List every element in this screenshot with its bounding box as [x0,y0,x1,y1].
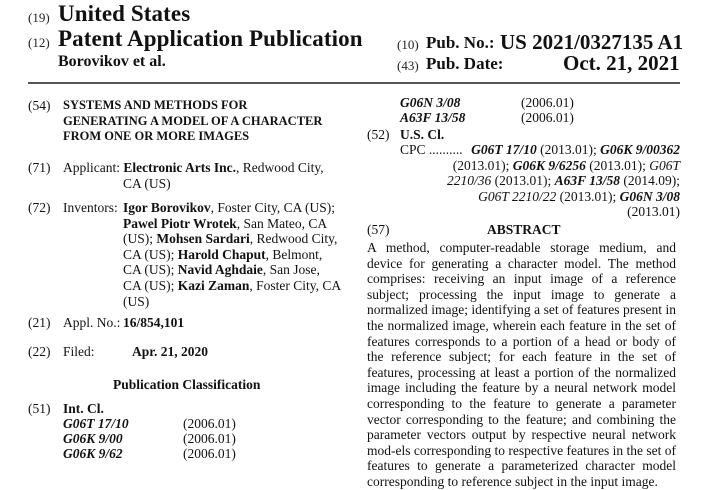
title-line: FROM ONE OR MORE IMAGES [63,129,250,144]
country-code: (19) [28,10,50,25]
int-cl-class: A63F 13/58 [400,110,466,125]
inventor-line-run: , Foster City, CA [249,277,342,293]
publication-type: Patent Application Publication [58,26,363,51]
authors: Borovikov et al. [58,53,166,70]
inventor-line-run: Navid Aghdaie [177,262,263,278]
filed-label: Filed: [63,344,95,359]
inventor-line-run: , San Mateo, CA [236,215,328,231]
cpc-line-run: (2013.01); [536,142,601,157]
int-cl-code: (51) [28,401,51,416]
pub-date-code: (43) [397,58,419,73]
title-code: (54) [28,98,51,113]
pub-date: Oct. 21, 2021 [563,51,680,75]
int-cl-version: (2006.01) [183,446,236,461]
inventor-line-run: Pawel Piotr Wrotek [123,215,237,231]
cpc-line-run: A63F 13/58 [554,173,620,189]
int-cl-label: Int. Cl. [63,401,104,416]
cpc-line-run: G06T [649,157,680,173]
cpc-line-run: G06K 9/6256 [512,157,586,173]
inventors-label: Inventors: [63,200,118,215]
cpc-line-run: (2013.01); [452,157,513,173]
applicant-location: , Redwood City, [235,160,324,175]
abstract-heading: ABSTRACT [487,222,561,237]
cpc-line-run: (2013.01); [556,188,620,204]
applicant-code: (71) [28,160,51,175]
filed-code: (22) [28,344,51,359]
cpc-line-run: G06T 17/10 [471,142,537,157]
applicant [63,160,324,176]
int-cl-version: (2006.01) [521,110,574,125]
title-line: GENERATING A MODEL OF A CHARACTER [63,113,323,128]
inventor-line-run: CA (US); [123,277,178,293]
cpc-line [447,189,680,205]
inventor-line [123,216,341,232]
applicant-location-2: CA (US) [123,176,171,191]
inventor-line-run: Kazi Zaman [177,277,250,293]
inventor-line-run: Mohsen Sardari [156,231,250,247]
cpc-line-run: (2014.09); [620,173,680,189]
inventor-line [123,231,341,247]
inventor-line-run: , San Jose, [262,262,320,278]
cpc-line-run: G06K 9/00362 [600,142,680,157]
inventors-code: (72) [28,200,51,215]
int-cl-class: G06T 17/10 [63,416,129,431]
invention-title [63,98,322,145]
cpc-line [447,142,680,158]
cpc-line [447,173,680,189]
inventor-line [123,278,341,294]
inventor-line-run: Harold Chaput [177,246,266,262]
int-cl-version: (2006.01) [521,95,574,110]
cpc-line-run: (2013.01); [491,173,555,189]
cpc-line-run: G06N 3/08 [619,188,680,204]
applicant-label: Applicant: [63,160,120,175]
applicant-name: Electronic Arts Inc. [123,160,236,175]
inventor-line-run: , Belmont, [265,246,323,262]
cpc-line [447,158,680,174]
appl-no: 16/854,101 [123,315,185,330]
us-cl-label: U.S. Cl. [400,127,445,142]
country: United States [58,1,191,26]
inventor-line [123,294,341,310]
inventor-line-run: (US); [123,231,157,247]
inventor-line [123,262,341,278]
pub-no-label: Pub. No.: [426,33,495,52]
inventor-line-run: CA (US); [123,246,178,262]
cpc-line-run: (2013.01); [585,157,650,173]
inventors-list [123,200,341,309]
inventor-line [123,247,341,263]
int-cl-class: G06K 9/00 [63,431,123,446]
int-cl-version: (2006.01) [183,431,236,446]
us-cl-code: (52) [367,127,390,142]
header-divider [28,82,680,84]
cpc-classes [447,142,680,220]
pub-no-code: (10) [397,37,419,52]
title-line: SYSTEMS AND METHODS FOR [63,98,248,112]
inventor-line [123,200,341,216]
int-cl-class: G06N 3/08 [400,95,461,110]
inventor-line-run: , Foster City, CA (US); [210,200,336,215]
inventor-line-run: (US) [123,293,150,309]
inventor-line-run: , Redwood City, [249,231,338,247]
int-cl-class: G06K 9/62 [63,446,123,461]
cpc-line-run: (2013.01) [627,204,680,220]
abstract-code: (57) [367,222,390,237]
appl-no-label: Appl. No.: [63,315,121,330]
cpc-line-run: 2210/36 [446,173,492,189]
publication-classification-heading: Publication Classification [113,377,261,392]
filed-date: Apr. 21, 2020 [132,344,209,359]
pub-no: US 2021/0327135 A1 [500,30,684,54]
cpc-label: CPC .......... [400,142,463,157]
int-cl-version: (2006.01) [183,416,236,431]
type-code: (12) [28,35,50,50]
appl-no-code: (21) [28,315,51,330]
abstract-text: A method, computer-readable storage medium, and device for generating a character model. The method comprises: receiving an input image of a reference subject; processing the input image to generate a normalized image; identifying a set of features present in the normalized image, wherein each feature in the set of features corresponds to a portion of a head or body of the reference subject; for each feature in the set of features, processing at least a portion of the normalized image including the feature by a neural network model corresponding to the feature to generate a parameter vector corresponding to the feature; and combining the parameter vectors output by respective neural network mod-els corresponding to respective features in the set of features to generate a parameterized character model corresponding to reference subject in the input image. [367,240,676,489]
inventor-line-run: Igor Borovikov [123,200,211,215]
cpc-line-run: G06T 2210/22 [478,188,557,204]
cpc-line [447,204,680,220]
inventor-line-run: CA (US); [123,262,178,278]
pub-date-label: Pub. Date: [426,54,504,73]
